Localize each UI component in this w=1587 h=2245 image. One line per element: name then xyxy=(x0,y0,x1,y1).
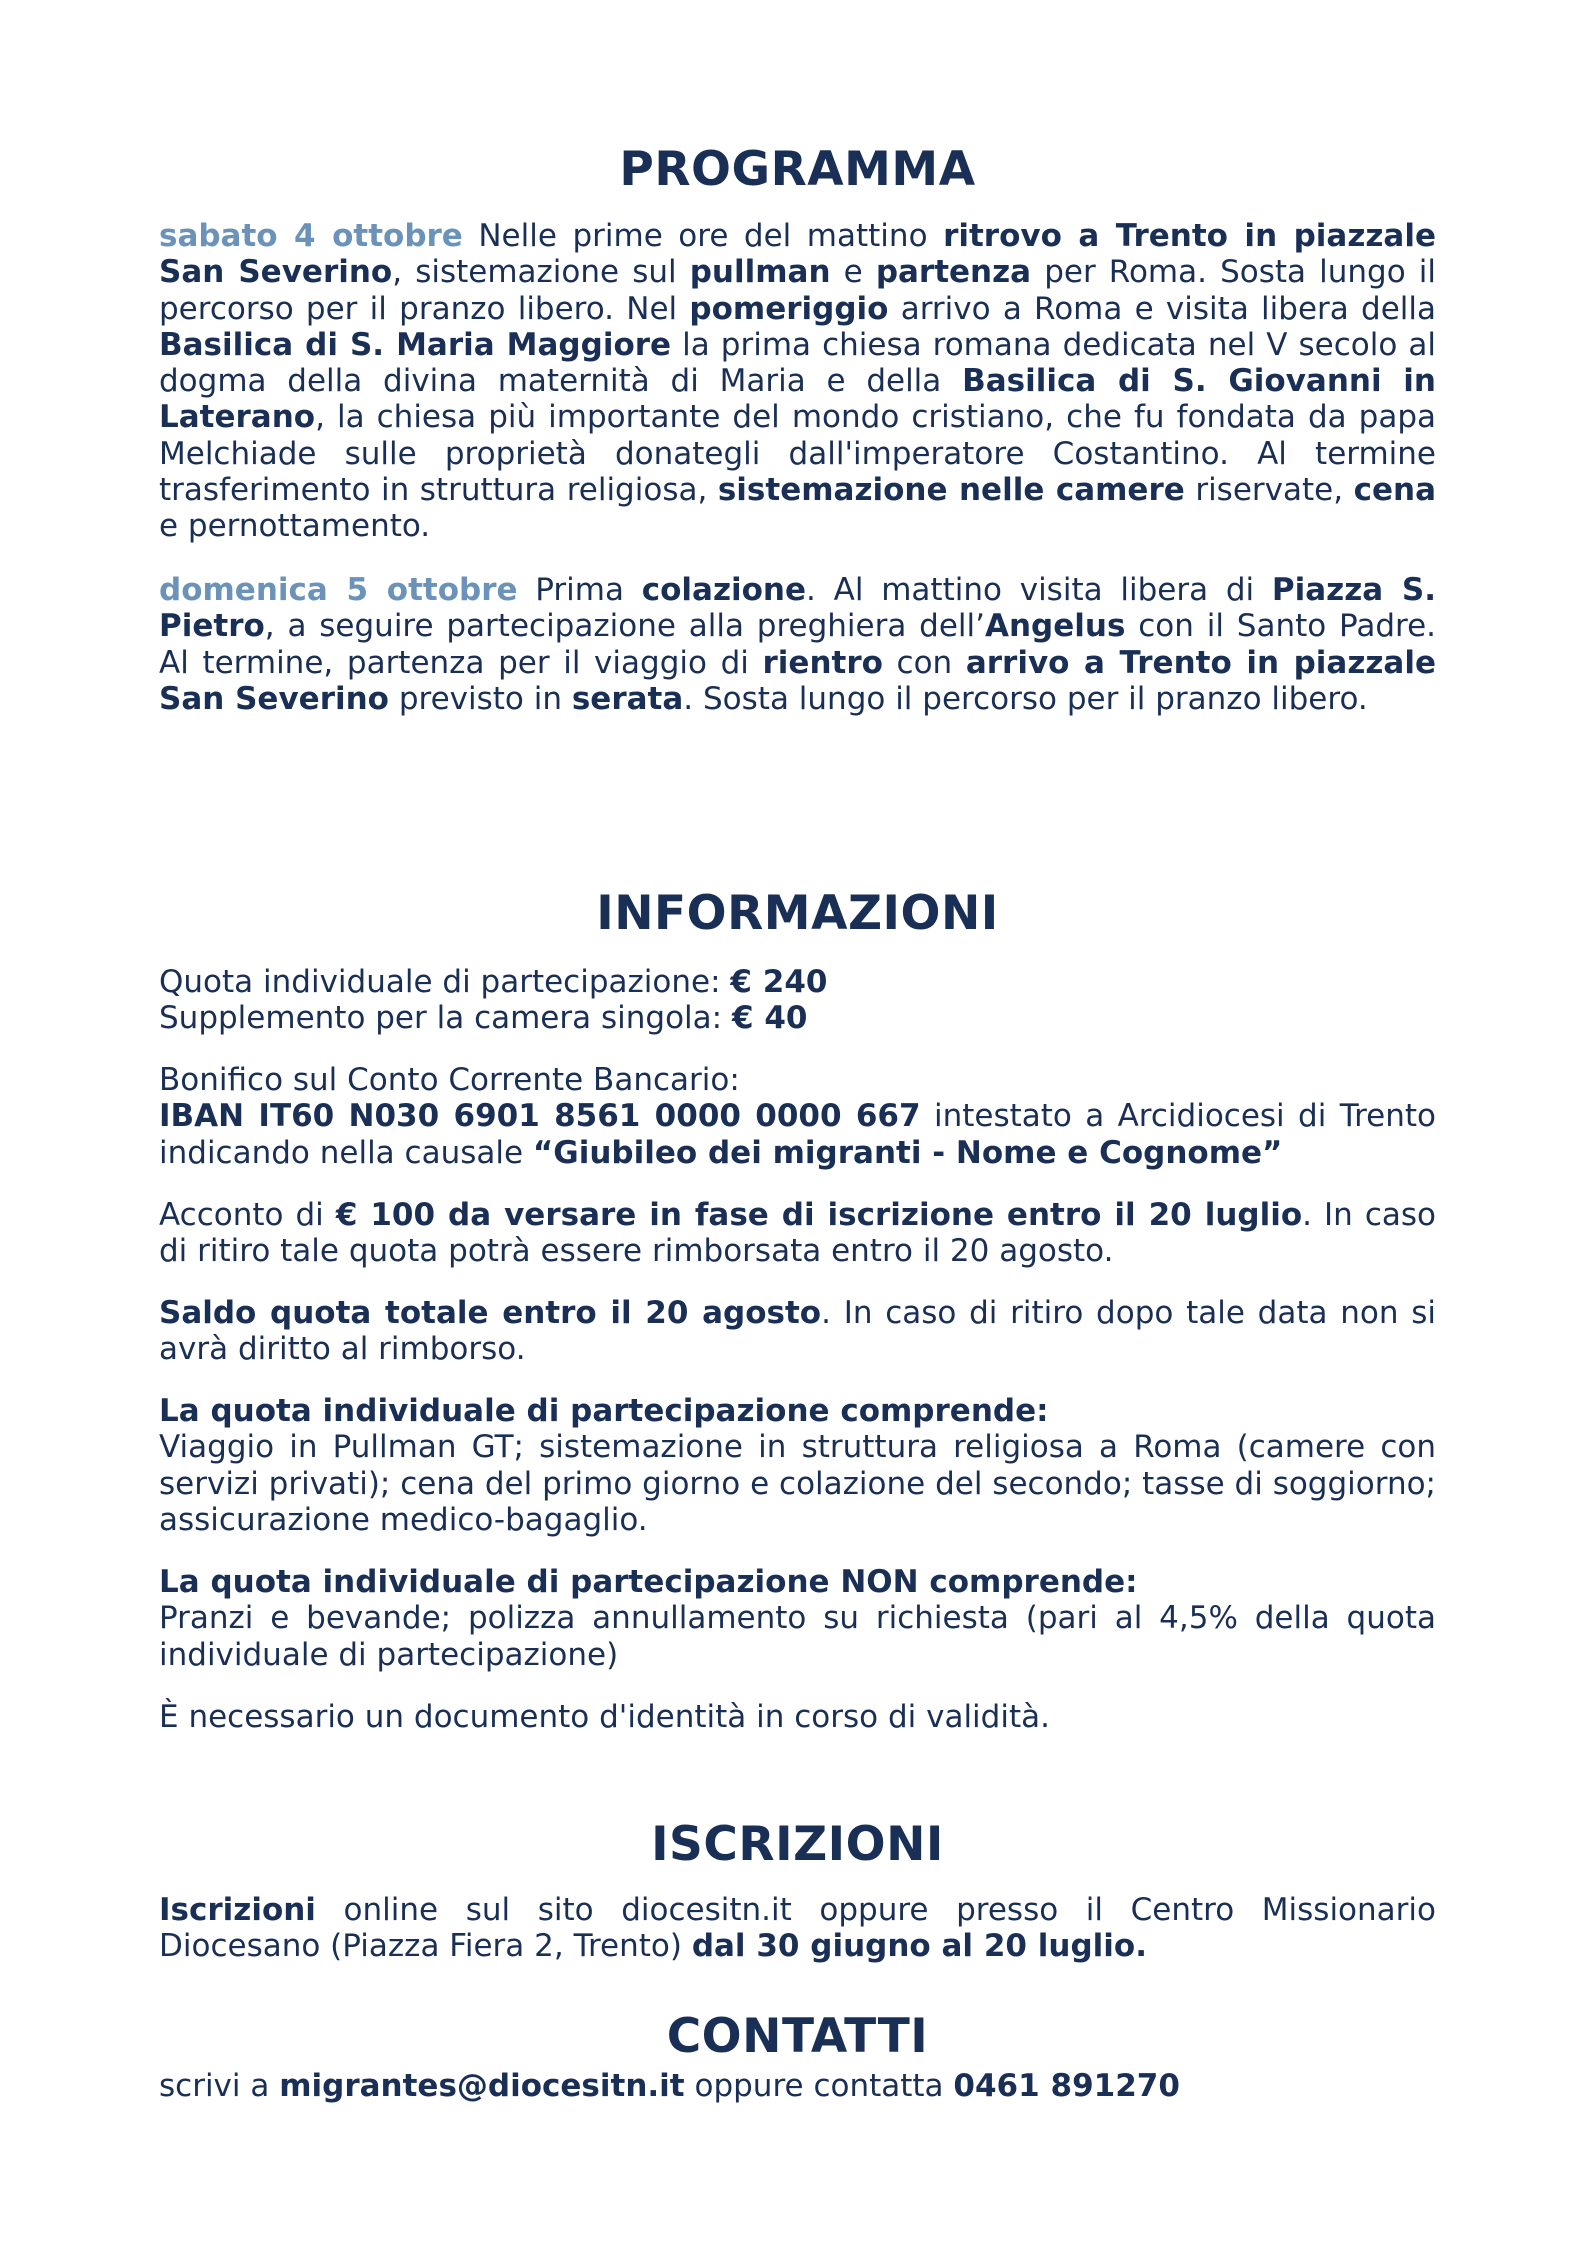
quota-line xyxy=(159,964,1436,1000)
iscrizioni-bold: Iscrizioni xyxy=(159,1892,316,1928)
text-run: Prima xyxy=(517,572,642,608)
bold-run: Angelus xyxy=(985,608,1126,645)
sabato-date: sabato 4 ottobre xyxy=(159,218,463,254)
text-run: riservate, xyxy=(1184,472,1354,509)
text-run: Acconto di xyxy=(159,1197,336,1233)
causale-value: “Giubileo dei migranti - Nome e Cognome” xyxy=(532,1134,1283,1171)
text-run: e xyxy=(830,254,876,291)
text-run: arrivo a Roma e visita libera della xyxy=(888,290,1436,327)
text-run: , la chiesa più importante del mondo cristiano, che fu fondata da papa Melchiade sulle proprietà donategli dall'imperatore Costantino. Al termine trasferimento in struttura religiosa, xyxy=(159,399,1436,509)
quota-paragraph xyxy=(159,964,1436,1037)
supplemento-line xyxy=(159,1000,1436,1036)
bold-run: arrivo a Trento in piazzale San Severino xyxy=(159,644,1436,717)
text-run: Nelle prime ore del mattino xyxy=(462,218,944,254)
noncomprende-paragraph xyxy=(159,1564,1436,1673)
text-run: la prima chiesa romana dedicata nel V secolo al dogma della divina maternità di Maria e della xyxy=(159,326,1436,400)
text-run: , a seguire partecipazione alla preghiera dell’ xyxy=(264,608,985,645)
acconto-paragraph xyxy=(159,1197,1436,1270)
bold-run: Basilica di S. Maria Maggiore xyxy=(159,326,672,363)
programma-sabato-paragraph xyxy=(159,218,1436,545)
comprende-text: Viaggio in Pullman GT; sistemazione in struttura religiosa a Roma (camere con servizi privati); cena del primo giorno e colazione del secondo; tasse di soggiorno; assicurazione medico-bagaglio. xyxy=(159,1429,1436,1538)
bold-run: Piazza S. Pietro xyxy=(159,572,1436,645)
programma-domenica-paragraph xyxy=(159,572,1436,717)
bold-run: partenza xyxy=(875,254,1032,291)
bold-run: colazione xyxy=(641,572,807,608)
iban-value: IBAN IT60 N030 6901 8561 0000 0000 667 xyxy=(159,1098,921,1135)
text-run: , sistemazione sul xyxy=(392,254,690,291)
text-run: scrivi a xyxy=(159,2068,280,2104)
bold-run: pomeriggio xyxy=(689,290,889,327)
iscrizioni-heading: ISCRIZIONI xyxy=(651,1817,944,1872)
text-run: e pernottamento. xyxy=(159,508,431,545)
text-run: con xyxy=(882,644,966,681)
bold-run: rientro xyxy=(762,644,883,681)
bonifico-paragraph xyxy=(159,1062,1436,1171)
bold-run: pullman xyxy=(689,254,831,291)
saldo-bold: Saldo quota totale entro il 20 agosto xyxy=(159,1295,822,1331)
documento-paragraph: È necessario un documento d'identità in corso di validità. xyxy=(159,1699,1050,1735)
text-run: intestato a Arcidiocesi di Trento indicando nella causale xyxy=(159,1098,1436,1171)
noncomprende-title: La quota individuale di partecipazione NON comprende: xyxy=(159,1564,1138,1600)
bonifico-label: Bonifico sul Conto Corrente Bancario: xyxy=(159,1062,740,1098)
text-run: . Sosta lungo il percorso per il pranzo libero. xyxy=(683,680,1368,717)
text-run: oppure contatta xyxy=(684,2068,954,2104)
programma-heading: PROGRAMMA xyxy=(619,142,976,197)
text-run: per Roma. Sosta lungo il percorso per il pranzo libero. Nel xyxy=(159,254,1436,327)
comprende-paragraph xyxy=(159,1393,1436,1538)
text-run: previsto in xyxy=(388,680,572,717)
bold-run: sistemazione nelle camere xyxy=(717,472,1185,509)
contatti-paragraph xyxy=(159,2068,1436,2104)
text-run: . In caso di ritiro dopo tale data non si avrà diritto al rimborso. xyxy=(159,1295,1436,1368)
noncomprende-text: Pranzi e bevande; polizza annullamento su richiesta (pari al 4,5% della quota individuale di partecipazione) xyxy=(159,1600,1436,1673)
supplemento-label: Supplemento per la camera singola: xyxy=(159,1000,732,1037)
text-run: . In caso di ritiro tale quota potrà essere rimborsata entro il 20 agosto. xyxy=(159,1197,1437,1270)
email-link[interactable]: migrantes@diocesitn.it xyxy=(279,2068,685,2104)
bold-run: Basilica di S. Giovanni in Laterano xyxy=(159,363,1436,436)
acconto-amount: € 100 da versare in fase di iscrizione entro il 20 luglio xyxy=(335,1197,1303,1233)
bold-run: ritrovo a Trento in piazzale San Severino xyxy=(159,218,1436,291)
phone-link[interactable]: 0461 891270 xyxy=(953,2068,1180,2104)
iscrizioni-dates: dal 30 giugno al 20 luglio. xyxy=(691,1928,1147,1965)
iscrizioni-paragraph xyxy=(159,1892,1436,1965)
bold-run: cena xyxy=(1353,472,1436,509)
contatti-heading: CONTATTI xyxy=(666,2009,929,2064)
text-run: online sul sito diocesitn.it oppure presso il Centro Missionario Diocesano (Piazza Fiera 2, Trento) xyxy=(159,1892,1436,1965)
quota-label: Quota individuale di partecipazione: xyxy=(159,964,731,1000)
informazioni-heading: INFORMAZIONI xyxy=(596,886,999,941)
bold-run: serata xyxy=(571,680,684,717)
text-run: . Al mattino visita libera di xyxy=(806,572,1272,608)
text-run: con il Santo Padre. Al termine, partenza per il viaggio di xyxy=(159,608,1436,681)
quota-value: € 240 xyxy=(730,964,828,1000)
domenica-date: domenica 5 ottobre xyxy=(159,572,518,608)
comprende-title: La quota individuale di partecipazione comprende: xyxy=(159,1393,1049,1429)
saldo-paragraph xyxy=(159,1295,1436,1368)
supplemento-value: € 40 xyxy=(731,1000,808,1037)
